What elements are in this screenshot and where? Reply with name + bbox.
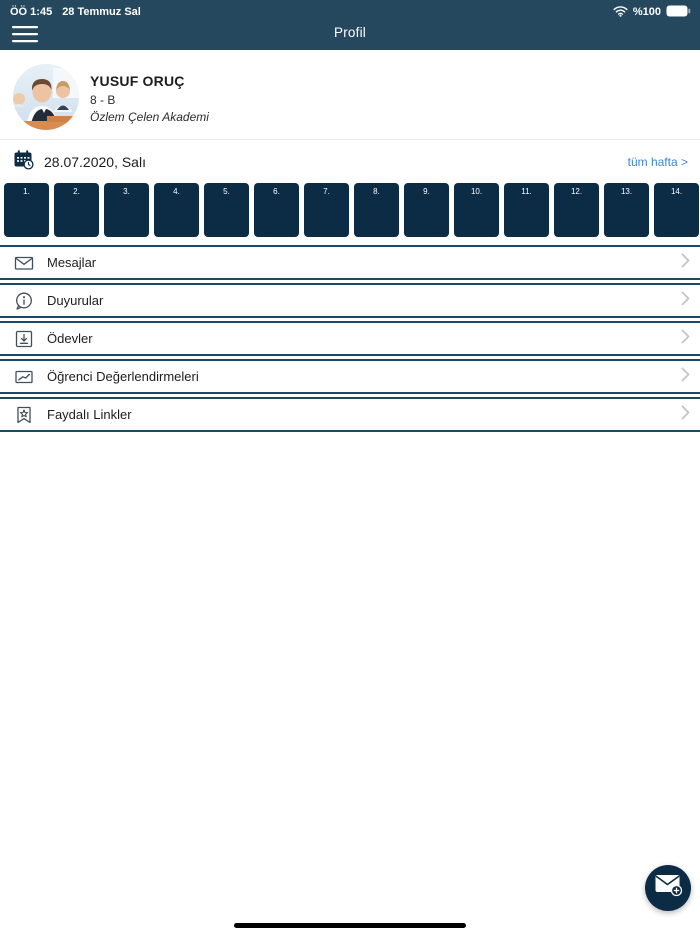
menu-item-label: Faydalı Linkler: [47, 407, 132, 422]
period-tile[interactable]: 12.: [554, 183, 599, 237]
student-class: 8 - B: [90, 93, 116, 107]
school-name: Özlem Çelen Akademi: [90, 110, 209, 124]
status-date: 28 Temmuz Sal: [62, 6, 141, 18]
chevron-right-icon: [681, 367, 690, 387]
chevron-right-icon: [681, 253, 690, 273]
chart-board-icon: [14, 367, 34, 387]
period-tile[interactable]: 11.: [504, 183, 549, 237]
period-tile[interactable]: 4.: [154, 183, 199, 237]
compose-message-button[interactable]: [645, 865, 691, 911]
menu-item-label: Duyurular: [47, 293, 104, 308]
chevron-right-icon: [681, 329, 690, 349]
period-tile[interactable]: 2.: [54, 183, 99, 237]
compose-message-icon: [655, 874, 682, 902]
nav-bar: [0, 20, 700, 50]
status-bar: [0, 0, 700, 20]
period-tile[interactable]: 9.: [404, 183, 449, 237]
chevron-right-icon: [681, 405, 690, 425]
envelope-icon: [14, 253, 34, 273]
period-tile[interactable]: 13.: [604, 183, 649, 237]
menu-item-label: Mesajlar: [47, 255, 97, 270]
bookmark-star-icon: [14, 405, 34, 425]
period-tile[interactable]: 7.: [304, 183, 349, 237]
schedule-date-row: [0, 140, 700, 181]
period-tile[interactable]: 14.: [654, 183, 699, 237]
period-tile[interactable]: 3.: [104, 183, 149, 237]
menu-item-label: Öğrenci Değerlendirmeleri: [47, 369, 199, 384]
home-indicator[interactable]: [234, 923, 466, 928]
menu-item-duyurular[interactable]: [0, 283, 700, 318]
info-bubble-icon: [14, 291, 34, 311]
period-tile[interactable]: 8.: [354, 183, 399, 237]
period-tile[interactable]: 1.: [4, 183, 49, 237]
menu-item-faydali-linkler[interactable]: [0, 397, 700, 432]
download-box-icon: [14, 329, 34, 349]
avatar: [13, 64, 79, 130]
schedule-date-label: 28.07.2020, Salı: [44, 154, 146, 170]
profile-section: [0, 50, 700, 140]
battery-icon: [666, 5, 691, 20]
menu-item-ogrenci-degerlendirmeleri[interactable]: [0, 359, 700, 394]
menu-item-odevler[interactable]: [0, 321, 700, 356]
battery-percent: %100: [632, 6, 661, 18]
header: [0, 0, 700, 50]
period-tile[interactable]: 5.: [204, 183, 249, 237]
menu-item-label: Ödevler: [47, 331, 93, 346]
status-time: ÖÖ 1:45: [10, 6, 53, 18]
menu-list: [0, 245, 700, 432]
page-title: Profil: [334, 25, 366, 40]
period-tiles: [0, 183, 700, 237]
wifi-icon: [613, 5, 628, 20]
chevron-right-icon: [681, 291, 690, 311]
menu-item-mesajlar[interactable]: [0, 245, 700, 280]
period-tile[interactable]: 6.: [254, 183, 299, 237]
period-tile[interactable]: 10.: [454, 183, 499, 237]
student-name: YUSUF ORUÇ: [90, 73, 185, 89]
whole-week-link[interactable]: tüm hafta >: [627, 155, 688, 169]
calendar-clock-icon: [13, 149, 34, 175]
